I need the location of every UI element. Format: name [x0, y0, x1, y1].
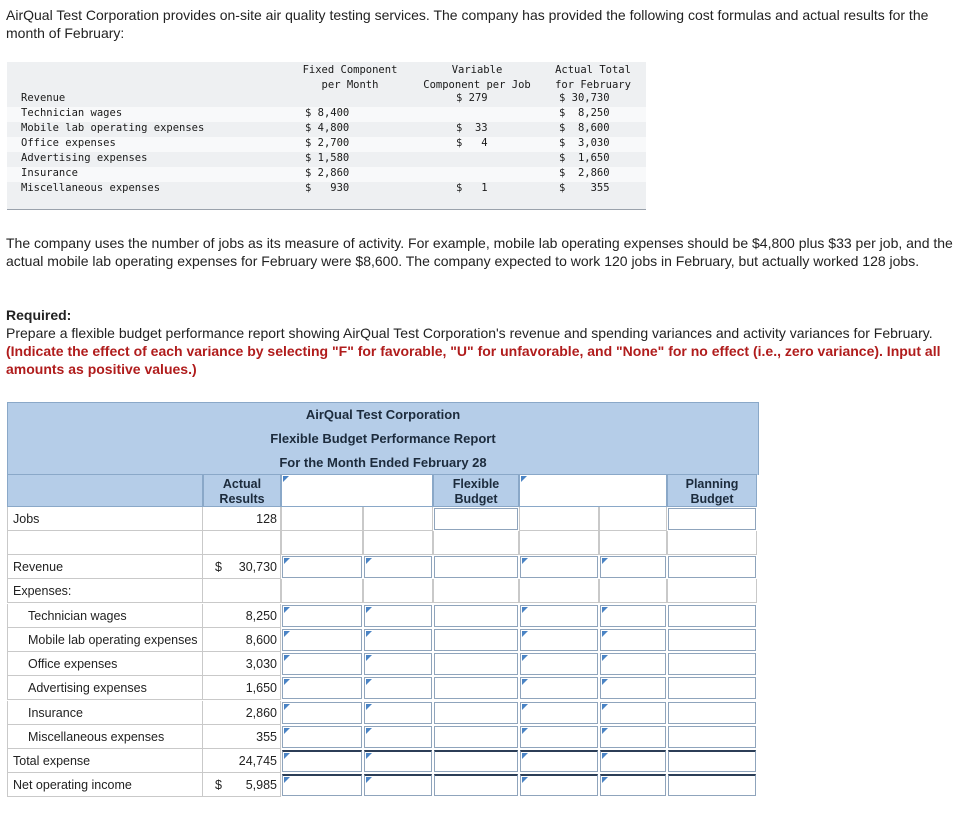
- dropdown-marker-icon: [522, 655, 528, 661]
- required-instruction: (Indicate the effect of each variance by selecting "F" for favorable, "U" for unfavorable, and "None" for no effect (i.e., zero variance). Input all amounts as positive values.): [6, 343, 941, 377]
- row-label: Net operating income: [7, 773, 203, 797]
- row-label: Miscellaneous expenses: [7, 725, 203, 749]
- actual-amount: 3,030: [245, 657, 277, 671]
- actual-result-value: [203, 507, 281, 531]
- empty-cell: [599, 531, 667, 555]
- actual-result-value: [203, 773, 281, 797]
- intro-text: AirQual Test Corporation provides on-site air quality testing services. The company has provided the following cost formulas and actual results for the month of February:: [6, 7, 929, 41]
- dropdown-marker-icon: [522, 753, 528, 759]
- amount-input[interactable]: [520, 605, 598, 627]
- header-flexible-budget: Flexible Budget: [433, 474, 519, 507]
- variance-effect-select[interactable]: [364, 702, 432, 724]
- cost-row-variable: $ 279: [456, 92, 488, 104]
- dropdown-marker-icon: [602, 679, 608, 685]
- variance-effect-select[interactable]: [600, 726, 666, 748]
- dropdown-marker-icon: [366, 753, 372, 759]
- report-row-blank: [7, 531, 759, 555]
- dropdown-marker-icon: [522, 777, 528, 783]
- report-row-office: [7, 652, 759, 676]
- currency-symbol: $: [215, 560, 222, 574]
- actual-amount: 355: [256, 730, 277, 744]
- header-input-1[interactable]: [281, 474, 433, 507]
- amount-input[interactable]: [282, 750, 362, 772]
- required-section: [6, 306, 956, 378]
- variance-effect-select[interactable]: [600, 653, 666, 675]
- amount-input[interactable]: [668, 774, 756, 796]
- report-row-advertising: [7, 676, 759, 700]
- dropdown-marker-icon: [284, 777, 290, 783]
- dropdown-marker-icon: [366, 679, 372, 685]
- amount-input[interactable]: [282, 605, 362, 627]
- row-label: Office expenses: [7, 652, 203, 676]
- amount-input[interactable]: [434, 629, 518, 651]
- report-period: For the Month Ended February 28: [279, 455, 487, 470]
- cost-formula-table: [7, 62, 646, 210]
- empty-cell: [281, 579, 363, 603]
- report-title: Flexible Budget Performance Report: [270, 431, 496, 446]
- actual-result-value: [203, 701, 281, 725]
- dropdown-marker-icon: [366, 704, 372, 710]
- cost-row-label: Revenue: [21, 92, 66, 104]
- amount-input[interactable]: [668, 629, 756, 651]
- amount-input[interactable]: [282, 726, 362, 748]
- amount-input[interactable]: [434, 726, 518, 748]
- cost-row: [7, 182, 646, 197]
- variance-effect-select[interactable]: [600, 629, 666, 651]
- row-label: Technician wages: [7, 604, 203, 628]
- empty-cell: [433, 579, 519, 603]
- amount-input[interactable]: [668, 653, 756, 675]
- empty-cell: [363, 507, 433, 531]
- amount-input[interactable]: [668, 677, 756, 699]
- dropdown-marker-icon: [366, 607, 372, 613]
- flexible-budget-report: [7, 402, 759, 792]
- variance-effect-select[interactable]: [364, 629, 432, 651]
- variance-effect-select[interactable]: [364, 774, 432, 796]
- dropdown-marker-icon: [522, 728, 528, 734]
- cost-row: [7, 137, 646, 152]
- cost-row-actual: $ 8,250: [559, 107, 610, 119]
- empty-cell: [667, 531, 757, 555]
- row-label: Mobile lab operating expenses: [7, 628, 203, 652]
- cost-row-variable: $ 4: [456, 137, 488, 149]
- cost-row: [7, 92, 646, 107]
- actual-amount: 1,650: [245, 681, 277, 695]
- row-label: Advertising expenses: [7, 676, 203, 700]
- dropdown-marker-icon: [283, 476, 289, 482]
- cost-row-label: Mobile lab operating expenses: [21, 122, 205, 134]
- dropdown-marker-icon: [522, 558, 528, 564]
- empty-cell: [519, 507, 599, 531]
- variable-header: Variable Component per Job: [423, 64, 531, 91]
- amount-input[interactable]: [520, 702, 598, 724]
- report-row-misc: [7, 725, 759, 749]
- cost-row: [7, 167, 646, 182]
- currency-symbol: $: [215, 778, 222, 792]
- cost-row-actual: $ 1,650: [559, 152, 610, 164]
- dropdown-marker-icon: [284, 704, 290, 710]
- variance-effect-select[interactable]: [364, 653, 432, 675]
- dropdown-marker-icon: [366, 777, 372, 783]
- cost-row: [7, 152, 646, 167]
- cost-row-fixed: $ 2,860: [305, 167, 350, 179]
- amount-input[interactable]: [282, 556, 362, 578]
- actual-amount: 2,860: [245, 706, 277, 720]
- dropdown-marker-icon: [284, 558, 290, 564]
- cost-row-label: Office expenses: [21, 137, 116, 149]
- row-label: Insurance: [7, 701, 203, 725]
- amount-input[interactable]: [434, 677, 518, 699]
- dropdown-marker-icon: [522, 631, 528, 637]
- dropdown-marker-icon: [366, 655, 372, 661]
- empty-cell: [599, 507, 667, 531]
- actual-result-value: [203, 628, 281, 652]
- actual-amount: 128: [256, 512, 277, 526]
- amount-input[interactable]: [668, 726, 756, 748]
- amount-input[interactable]: [520, 629, 598, 651]
- variance-effect-select[interactable]: [600, 605, 666, 627]
- required-text: Prepare a flexible budget performance report showing AirQual Test Corporation's revenue and spending variances and activity variances for February.: [6, 325, 933, 341]
- dropdown-marker-icon: [366, 558, 372, 564]
- dropdown-marker-icon: [284, 728, 290, 734]
- amount-input[interactable]: [434, 556, 518, 578]
- cost-row-label: Miscellaneous expenses: [21, 182, 161, 194]
- dropdown-marker-icon: [602, 777, 608, 783]
- variance-effect-select[interactable]: [600, 702, 666, 724]
- amount-input[interactable]: [434, 605, 518, 627]
- amount-input[interactable]: [282, 653, 362, 675]
- cost-row-actual: $ 30,730: [559, 92, 610, 104]
- variance-effect-select[interactable]: [364, 556, 432, 578]
- cost-row-actual: $ 355: [559, 182, 610, 194]
- amount-input[interactable]: [520, 726, 598, 748]
- variance-effect-select[interactable]: [364, 726, 432, 748]
- report-row-jobs: [7, 507, 759, 531]
- dropdown-marker-icon: [602, 753, 608, 759]
- row-label: Jobs: [7, 507, 203, 531]
- dropdown-marker-icon: [602, 558, 608, 564]
- amount-input[interactable]: [668, 750, 756, 772]
- actual-result-value: [203, 652, 281, 676]
- actual-result-value: [203, 579, 281, 603]
- actual-header: Actual Total for February: [555, 64, 631, 91]
- amount-input[interactable]: [668, 556, 756, 578]
- variance-effect-select[interactable]: [364, 605, 432, 627]
- required-title: Required:: [6, 307, 72, 323]
- cost-row-fixed: $ 930: [305, 182, 350, 194]
- amount-input[interactable]: [434, 508, 518, 530]
- dropdown-marker-icon: [522, 704, 528, 710]
- actual-result-value: [203, 604, 281, 628]
- row-label: Total expense: [7, 749, 203, 773]
- amount-input[interactable]: [282, 702, 362, 724]
- amount-input[interactable]: [282, 677, 362, 699]
- cost-row-actual: $ 2,860: [559, 167, 610, 179]
- cost-row-label: Advertising expenses: [21, 152, 148, 164]
- dropdown-marker-icon: [602, 655, 608, 661]
- empty-cell: [519, 579, 599, 603]
- activity-paragraph: The company uses the number of jobs as its measure of activity. For example, mobile lab operating expenses should be $4,800 plus $33 per job, and the actual mobile lab operating expenses for February were $8,600. The company expected to work 120 jobs in February, but actually worked 128 jobs.: [6, 235, 953, 269]
- fixed-header: Fixed Component per Month: [302, 64, 398, 91]
- empty-cell: [667, 579, 757, 603]
- amount-input[interactable]: [668, 605, 756, 627]
- amount-input[interactable]: [434, 653, 518, 675]
- report-row-technician: [7, 604, 759, 628]
- variance-effect-select[interactable]: [600, 774, 666, 796]
- amount-input[interactable]: [434, 774, 518, 796]
- dropdown-marker-icon: [602, 704, 608, 710]
- amount-input[interactable]: [520, 677, 598, 699]
- amount-input[interactable]: [434, 702, 518, 724]
- actual-result-value: [203, 531, 281, 555]
- cost-row-fixed: $ 8,400: [305, 107, 350, 119]
- empty-cell: [281, 507, 363, 531]
- dropdown-marker-icon: [521, 476, 527, 482]
- dropdown-marker-icon: [366, 728, 372, 734]
- header-input-2[interactable]: [519, 474, 667, 507]
- actual-result-value: [203, 725, 281, 749]
- amount-input[interactable]: [668, 508, 756, 530]
- actual-result-value: [203, 676, 281, 700]
- cost-row-fixed: $ 1,580: [305, 152, 350, 164]
- cost-row-label: Insurance: [21, 167, 78, 179]
- cost-row: [7, 122, 646, 137]
- empty-cell: [363, 531, 433, 555]
- dropdown-marker-icon: [602, 631, 608, 637]
- report-row-total: [7, 749, 759, 773]
- dropdown-marker-icon: [522, 607, 528, 613]
- variance-effect-select[interactable]: [364, 750, 432, 772]
- variance-effect-select[interactable]: [600, 556, 666, 578]
- cost-row-actual: $ 8,600: [559, 122, 610, 134]
- dropdown-marker-icon: [284, 631, 290, 637]
- header-actual-results: Actual Results: [203, 474, 281, 507]
- actual-amount: 30,730: [238, 560, 277, 574]
- header-label-col: [7, 474, 203, 507]
- report-row-insurance: [7, 701, 759, 725]
- variance-effect-select[interactable]: [600, 750, 666, 772]
- report-row-mobile: [7, 628, 759, 652]
- report-row-expenses: [7, 579, 759, 603]
- amount-input[interactable]: [668, 702, 756, 724]
- report-row-net: [7, 773, 759, 797]
- dropdown-marker-icon: [366, 631, 372, 637]
- report-header: [7, 402, 759, 475]
- actual-amount: 5,985: [245, 778, 277, 792]
- empty-cell: [281, 531, 363, 555]
- row-label: Expenses:: [7, 579, 203, 603]
- amount-input[interactable]: [434, 750, 518, 772]
- dropdown-marker-icon: [602, 728, 608, 734]
- empty-cell: [599, 579, 667, 603]
- amount-input[interactable]: [282, 629, 362, 651]
- empty-cell: [519, 531, 599, 555]
- dropdown-marker-icon: [602, 607, 608, 613]
- dropdown-marker-icon: [284, 655, 290, 661]
- report-row-revenue: [7, 555, 759, 579]
- actual-result-value: [203, 555, 281, 579]
- amount-input[interactable]: [520, 556, 598, 578]
- actual-amount: 8,250: [245, 609, 277, 623]
- header-planning-budget: Planning Budget: [667, 474, 757, 507]
- dropdown-marker-icon: [284, 607, 290, 613]
- empty-cell: [433, 531, 519, 555]
- row-label: [7, 531, 203, 555]
- dropdown-marker-icon: [522, 679, 528, 685]
- actual-amount: 24,745: [238, 754, 277, 768]
- amount-input[interactable]: [520, 750, 598, 772]
- variance-effect-select[interactable]: [600, 677, 666, 699]
- empty-cell: [363, 579, 433, 603]
- amount-input[interactable]: [520, 774, 598, 796]
- cost-row-label: Technician wages: [21, 107, 123, 119]
- row-label: Revenue: [7, 555, 203, 579]
- amount-input[interactable]: [282, 774, 362, 796]
- actual-result-value: [203, 749, 281, 773]
- cost-row-actual: $ 3,030: [559, 137, 610, 149]
- cost-row-variable: $ 1: [456, 182, 488, 194]
- cost-row-fixed: $ 4,800: [305, 122, 350, 134]
- cost-row: [7, 107, 646, 122]
- actual-amount: 8,600: [245, 633, 277, 647]
- cost-row-fixed: $ 2,700: [305, 137, 350, 149]
- report-company: AirQual Test Corporation: [305, 407, 461, 422]
- dropdown-marker-icon: [284, 753, 290, 759]
- dropdown-marker-icon: [284, 679, 290, 685]
- amount-input[interactable]: [520, 653, 598, 675]
- variance-effect-select[interactable]: [364, 677, 432, 699]
- cost-row-variable: $ 33: [456, 122, 488, 134]
